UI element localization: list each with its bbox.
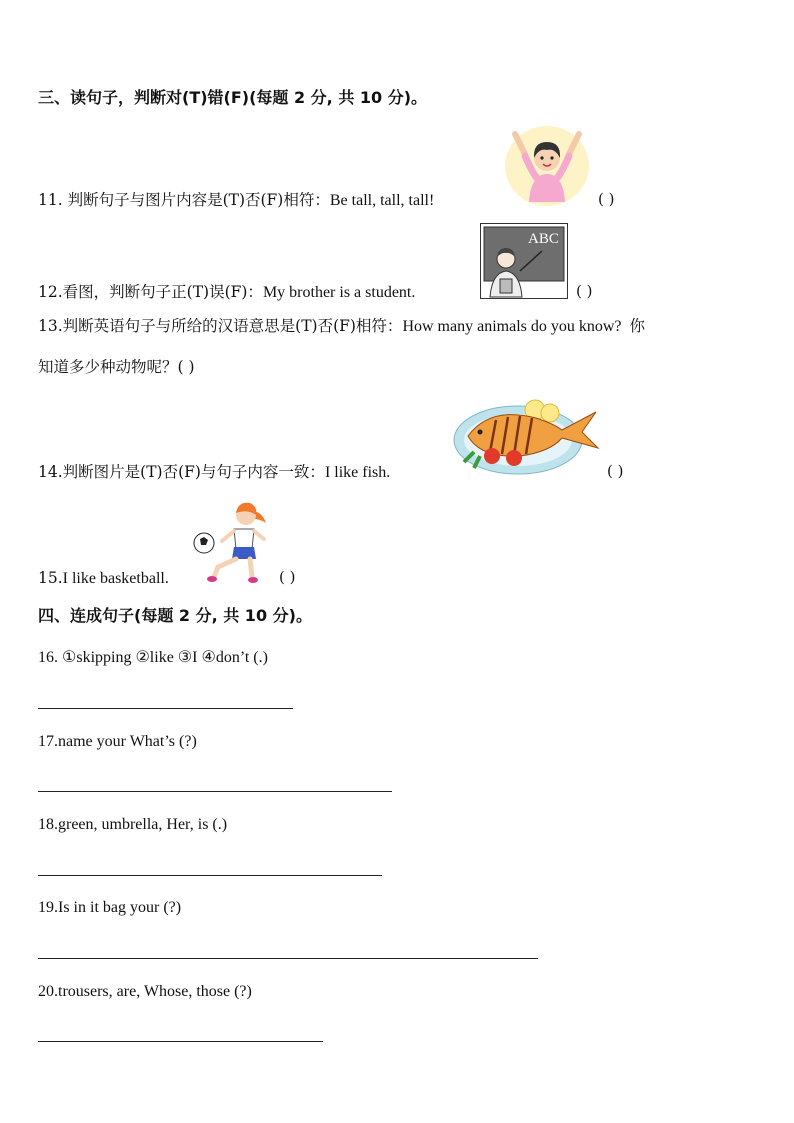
question-14-answer-blank[interactable]: ( ) xyxy=(607,462,624,480)
question-12-answer-blank[interactable]: ( ) xyxy=(576,282,593,300)
question-14-sentence: I like fish. xyxy=(324,464,391,481)
question-16-answer-line[interactable] xyxy=(38,708,293,709)
question-11 xyxy=(38,190,434,211)
question-16: 16. ①skipping ②like ③I ④don’t (.) xyxy=(38,649,268,666)
question-11-sentence: Be tall, tall, tall! xyxy=(329,192,435,209)
question-19: 19.Is in it bag your (?) xyxy=(38,899,182,916)
question-12-sentence: My brother is a student. xyxy=(262,284,416,301)
question-15 xyxy=(38,568,169,589)
question-20-answer-line[interactable] xyxy=(38,1041,323,1042)
question-18: 18.green, umbrella, Her, is (.) xyxy=(38,816,228,833)
girl-raising-arms-image xyxy=(503,124,591,208)
question-17-answer-line[interactable] xyxy=(38,791,392,792)
question-11-answer-blank[interactable]: ( ) xyxy=(598,190,615,208)
blackboard-text: ABC xyxy=(528,231,559,247)
grilled-fish-plate-image xyxy=(450,396,600,478)
question-19-answer-line[interactable] xyxy=(38,958,538,959)
question-13-tail: 你 xyxy=(629,317,646,335)
section-3-heading: 三、读句子，判断对(T)错(F)(每题 2 分, 共 10 分)。 xyxy=(38,88,428,107)
question-15-answer-blank[interactable]: ( ) xyxy=(279,568,296,586)
question-14 xyxy=(38,462,390,483)
question-11-prompt: 11. 判断句子与图片内容是(T)否(F)相符： xyxy=(38,191,330,209)
question-13-prompt: 13.判断英语句子与所给的汉语意思是(T)否(F)相符： xyxy=(38,317,403,335)
question-13-line-2 xyxy=(38,357,195,377)
question-20: 20.trousers, are, Whose, those (?) xyxy=(38,983,252,1000)
question-13 xyxy=(38,316,645,337)
question-13-sentence: How many animals do you know? xyxy=(402,318,622,335)
girl-kicking-football-image xyxy=(190,497,272,585)
teacher-blackboard-image xyxy=(480,223,568,299)
question-14-prompt: 14.判断图片是(T)否(F)与句子内容一致： xyxy=(38,463,325,481)
question-12-prompt: 12.看图，判断句子正(T)误(F)： xyxy=(38,283,263,301)
question-12 xyxy=(38,282,415,303)
question-13-continuation: 知道多少种动物呢？ xyxy=(38,358,178,376)
question-15-prompt: 15. xyxy=(38,569,63,587)
question-18-answer-line[interactable] xyxy=(38,875,382,876)
question-13-answer-blank[interactable]: ( ) xyxy=(177,358,195,376)
question-17: 17.name your What’s (?) xyxy=(38,733,197,750)
section-4-heading: 四、连成句子(每题 2 分, 共 10 分)。 xyxy=(38,606,312,625)
question-15-sentence: I like basketball. xyxy=(62,570,169,587)
